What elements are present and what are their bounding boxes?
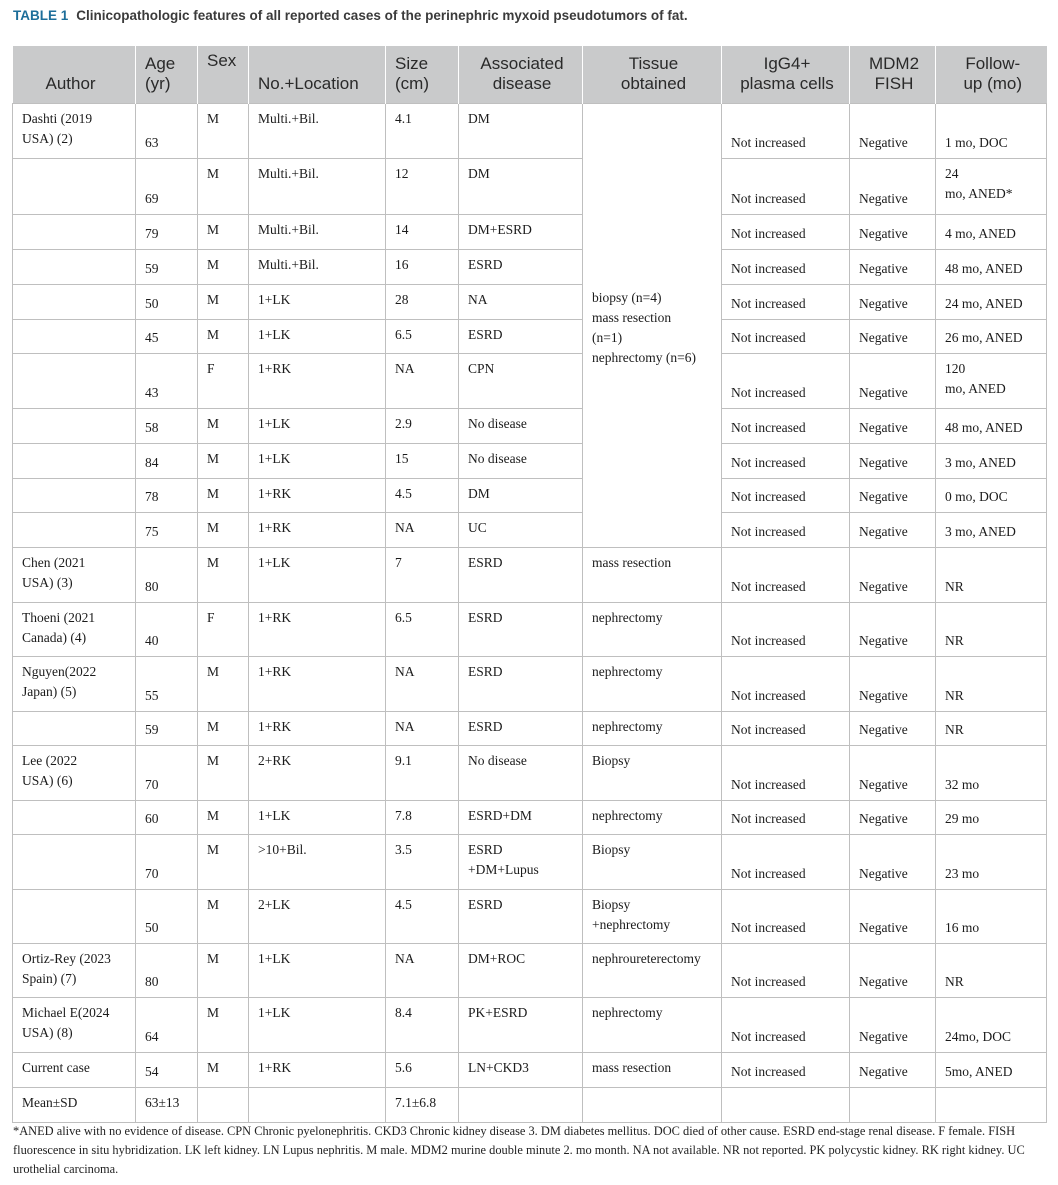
cell-disease: ESRD: [459, 889, 583, 943]
cell-age: 84: [136, 443, 198, 478]
cell-sex: M: [198, 443, 249, 478]
cell-size: 2.9: [386, 408, 459, 443]
cell-author: [13, 834, 136, 889]
cell-age: 69: [136, 158, 198, 214]
cell-mdm2: Negative: [850, 353, 936, 408]
cell-disease: No disease: [459, 408, 583, 443]
cell-sex: M: [198, 249, 249, 284]
tissue-line: nephrectomy (n=6): [592, 349, 696, 365]
cell-follow-up: 24 mo, ANED*: [936, 158, 1047, 214]
cell-mdm2: Negative: [850, 103, 936, 158]
cell-author: Lee (2022 USA) (6): [13, 745, 136, 800]
cell-follow-up: 24mo, DOC: [936, 997, 1047, 1052]
table-row: [13, 249, 1047, 284]
summary-follow-up: [936, 1087, 1047, 1122]
cell-location: 2+LK: [249, 889, 386, 943]
cell-mdm2: Negative: [850, 249, 936, 284]
cell-size: 7: [386, 547, 459, 602]
cell-location: Multi.+Bil.: [249, 214, 386, 249]
cell-follow-up: NR: [936, 602, 1047, 656]
cell-follow-up: 29 mo: [936, 800, 1047, 834]
table-row: [13, 745, 1047, 800]
cell-location: 1+LK: [249, 997, 386, 1052]
cell-sex: M: [198, 408, 249, 443]
cell-mdm2: Negative: [850, 512, 936, 547]
cell-location: >10+Bil.: [249, 834, 386, 889]
cell-author: [13, 478, 136, 512]
cell-igg4: Not increased: [722, 745, 850, 800]
cell-igg4: Not increased: [722, 943, 850, 997]
table-row: [13, 284, 1047, 319]
cell-tissue: Biopsy: [583, 834, 722, 889]
cell-disease: DM+ESRD: [459, 214, 583, 249]
cell-location: Multi.+Bil.: [249, 158, 386, 214]
cell-mdm2: Negative: [850, 478, 936, 512]
table-row: [13, 103, 1047, 158]
cell-tissue: nephrectomy: [583, 656, 722, 711]
table-row: [13, 656, 1047, 711]
cell-size: 6.5: [386, 602, 459, 656]
cell-author: [13, 158, 136, 214]
cell-follow-up: 24 mo, ANED: [936, 284, 1047, 319]
cell-size: 4.1: [386, 103, 459, 158]
cell-sex: M: [198, 103, 249, 158]
header-mdm2: MDM2 FISH: [850, 46, 936, 103]
cell-igg4: Not increased: [722, 711, 850, 745]
header-age: Age (yr): [136, 46, 198, 103]
cell-mdm2: Negative: [850, 443, 936, 478]
cell-size: 3.5: [386, 834, 459, 889]
cell-mdm2: Negative: [850, 889, 936, 943]
cell-author: [13, 711, 136, 745]
cell-disease: ESRD: [459, 602, 583, 656]
summary-location: [249, 1087, 386, 1122]
header-tissue-obtained: Tissue obtained: [583, 46, 722, 103]
cell-size: 7.8: [386, 800, 459, 834]
cell-follow-up: NR: [936, 656, 1047, 711]
cell-location: Multi.+Bil.: [249, 103, 386, 158]
summary-mdm2: [850, 1087, 936, 1122]
cell-follow-up: NR: [936, 943, 1047, 997]
cell-mdm2: Negative: [850, 319, 936, 353]
cell-location: 1+LK: [249, 408, 386, 443]
cell-follow-up: 16 mo: [936, 889, 1047, 943]
cell-author: [13, 249, 136, 284]
cell-age: 50: [136, 284, 198, 319]
cell-location: 1+LK: [249, 547, 386, 602]
cell-igg4: Not increased: [722, 158, 850, 214]
cell-size: 4.5: [386, 478, 459, 512]
cell-disease: ESRD+DM: [459, 800, 583, 834]
cell-tissue: Biopsy: [583, 745, 722, 800]
cell-sex: M: [198, 997, 249, 1052]
cell-age: 60: [136, 800, 198, 834]
cell-author: Chen (2021 USA) (3): [13, 547, 136, 602]
summary-size: 7.1±6.8: [386, 1087, 459, 1122]
cell-size: 4.5: [386, 889, 459, 943]
cell-author: [13, 408, 136, 443]
cell-location: 1+LK: [249, 800, 386, 834]
cell-author: [13, 353, 136, 408]
cell-igg4: Not increased: [722, 1052, 850, 1087]
cell-size: NA: [386, 512, 459, 547]
cell-author: [13, 214, 136, 249]
cell-tissue: mass resection: [583, 1052, 722, 1087]
table-row: [13, 800, 1047, 834]
cell-follow-up: 0 mo, DOC: [936, 478, 1047, 512]
cell-tissue: nephrectomy: [583, 800, 722, 834]
cell-size: NA: [386, 711, 459, 745]
cell-sex: M: [198, 478, 249, 512]
summary-disease: [459, 1087, 583, 1122]
cell-follow-up: 5mo, ANED: [936, 1052, 1047, 1087]
cell-mdm2: Negative: [850, 997, 936, 1052]
table-label: TABLE 1: [13, 8, 69, 23]
table-footnote: *ANED alive with no evidence of disease. CPN Chronic pyelonephritis. CKD3 Chronic kidney disease 3. DM diabetes mellitus. DOC died of other cause. ESRD end-stage renal disease. F female. FISH fluorescence in situ hybridization. LK left kidney. LN Lupus nephritis. M male. MDM2 murine double minute 2. mo month. NA not available. NR not reported. PK polycystic kidney. RK right kidney. UC urothelial carcinoma.: [13, 1124, 1025, 1176]
clinicopathologic-table: [12, 46, 1047, 1123]
cell-location: 1+RK: [249, 353, 386, 408]
cell-sex: M: [198, 284, 249, 319]
cell-age: 80: [136, 943, 198, 997]
cell-location: 1+RK: [249, 711, 386, 745]
table-row: [13, 478, 1047, 512]
cell-mdm2: Negative: [850, 800, 936, 834]
table-caption: [13, 6, 1048, 26]
cell-age: 79: [136, 214, 198, 249]
cell-mdm2: Negative: [850, 943, 936, 997]
header-size: Size (cm): [386, 46, 459, 103]
cell-follow-up: 23 mo: [936, 834, 1047, 889]
cell-location: 1+RK: [249, 1052, 386, 1087]
table-row: [13, 158, 1047, 214]
cell-size: 14: [386, 214, 459, 249]
cell-location: 1+RK: [249, 656, 386, 711]
cell-age: 80: [136, 547, 198, 602]
cell-age: 70: [136, 834, 198, 889]
cell-mdm2: Negative: [850, 284, 936, 319]
cell-mdm2: Negative: [850, 711, 936, 745]
cell-tissue: nephrectomy: [583, 711, 722, 745]
cell-tissue: nephrectomy: [583, 602, 722, 656]
cell-disease: UC: [459, 512, 583, 547]
cell-disease: DM+ROC: [459, 943, 583, 997]
cell-size: 5.6: [386, 1052, 459, 1087]
cell-sex: M: [198, 800, 249, 834]
cell-disease: No disease: [459, 745, 583, 800]
cell-disease: ESRD: [459, 319, 583, 353]
cell-size: 9.1: [386, 745, 459, 800]
cell-follow-up: 1 mo, DOC: [936, 103, 1047, 158]
cell-disease: No disease: [459, 443, 583, 478]
cell-igg4: Not increased: [722, 478, 850, 512]
cell-disease: DM: [459, 478, 583, 512]
cell-size: NA: [386, 353, 459, 408]
summary-age: 63±13: [136, 1087, 198, 1122]
cell-author: Ortiz-Rey (2023 Spain) (7): [13, 943, 136, 997]
header-location: No.+Location: [249, 46, 386, 103]
cell-igg4: Not increased: [722, 249, 850, 284]
header-author: Author: [13, 46, 136, 103]
cell-igg4: Not increased: [722, 103, 850, 158]
cell-sex: M: [198, 158, 249, 214]
cell-location: 1+RK: [249, 602, 386, 656]
summary-author: Mean±SD: [13, 1087, 136, 1122]
cell-mdm2: Negative: [850, 834, 936, 889]
cell-location: 1+LK: [249, 319, 386, 353]
cell-age: 70: [136, 745, 198, 800]
cell-age: 55: [136, 656, 198, 711]
header-follow-up: Follow- up (mo): [936, 46, 1047, 103]
cell-sex: M: [198, 547, 249, 602]
cell-sex: M: [198, 656, 249, 711]
tissue-line: (n=1): [592, 329, 623, 345]
cell-age: 45: [136, 319, 198, 353]
cell-sex: M: [198, 319, 249, 353]
cell-disease: ESRD +DM+Lupus: [459, 834, 583, 889]
header-igg4: IgG4+ plasma cells: [722, 46, 850, 103]
cell-igg4: Not increased: [722, 602, 850, 656]
table-row: [13, 889, 1047, 943]
cell-size: NA: [386, 943, 459, 997]
cell-igg4: Not increased: [722, 512, 850, 547]
cell-author: Michael E(2024 USA) (8): [13, 997, 136, 1052]
cell-disease: ESRD: [459, 249, 583, 284]
summary-igg4: [722, 1087, 850, 1122]
cell-tissue: Biopsy +nephrectomy: [583, 889, 722, 943]
table-row: [13, 512, 1047, 547]
cell-size: 6.5: [386, 319, 459, 353]
cell-follow-up: NR: [936, 547, 1047, 602]
cell-igg4: Not increased: [722, 214, 850, 249]
cell-author: Dashti (2019 USA) (2): [13, 103, 136, 158]
cell-disease: ESRD: [459, 711, 583, 745]
cell-sex: F: [198, 353, 249, 408]
cell-size: 28: [386, 284, 459, 319]
cell-size: 15: [386, 443, 459, 478]
cell-age: 58: [136, 408, 198, 443]
cell-igg4: Not increased: [722, 408, 850, 443]
cell-age: 64: [136, 997, 198, 1052]
cell-tissue: nephrectomy: [583, 997, 722, 1052]
cell-follow-up: 120 mo, ANED: [936, 353, 1047, 408]
cell-sex: M: [198, 943, 249, 997]
cell-mdm2: Negative: [850, 158, 936, 214]
cell-location: 1+LK: [249, 943, 386, 997]
cell-age: 54: [136, 1052, 198, 1087]
cell-location: 1+LK: [249, 284, 386, 319]
cell-follow-up: 26 mo, ANED: [936, 319, 1047, 353]
cell-age: 43: [136, 353, 198, 408]
cell-age: 59: [136, 711, 198, 745]
cell-age: 75: [136, 512, 198, 547]
cell-igg4: Not increased: [722, 547, 850, 602]
summary-sex: [198, 1087, 249, 1122]
table-row: [13, 214, 1047, 249]
cell-size: 12: [386, 158, 459, 214]
header-sex: Sex: [198, 46, 249, 103]
cell-igg4: Not increased: [722, 443, 850, 478]
cell-author: [13, 800, 136, 834]
cell-tissue: mass resection: [583, 547, 722, 602]
table-title: Clinicopathologic features of all reported cases of the perinephric myxoid pseudotumors of fat.: [76, 8, 688, 23]
cell-follow-up: 48 mo, ANED: [936, 249, 1047, 284]
cell-size: 8.4: [386, 997, 459, 1052]
cell-disease: DM: [459, 103, 583, 158]
table-row: [13, 834, 1047, 889]
cell-age: 40: [136, 602, 198, 656]
cell-igg4: Not increased: [722, 656, 850, 711]
cell-follow-up: 32 mo: [936, 745, 1047, 800]
cell-mdm2: Negative: [850, 1052, 936, 1087]
table-row: [13, 353, 1047, 408]
cell-mdm2: Negative: [850, 745, 936, 800]
cell-sex: M: [198, 711, 249, 745]
cell-sex: M: [198, 889, 249, 943]
table-row: [13, 408, 1047, 443]
cell-sex: M: [198, 745, 249, 800]
cell-size: NA: [386, 656, 459, 711]
cell-igg4: Not increased: [722, 997, 850, 1052]
tissue-line: biopsy (n=4): [592, 289, 662, 305]
cell-disease: PK+ESRD: [459, 997, 583, 1052]
cell-disease: NA: [459, 284, 583, 319]
cell-follow-up: 3 mo, ANED: [936, 443, 1047, 478]
cell-sex: M: [198, 1052, 249, 1087]
cell-sex: M: [198, 214, 249, 249]
cell-author: [13, 443, 136, 478]
cell-author: Current case: [13, 1052, 136, 1087]
cell-author: [13, 889, 136, 943]
table-row: [13, 443, 1047, 478]
summary-row: [13, 1087, 1047, 1122]
cell-author: [13, 512, 136, 547]
cell-mdm2: Negative: [850, 656, 936, 711]
cell-age: 63: [136, 103, 198, 158]
cell-follow-up: 4 mo, ANED: [936, 214, 1047, 249]
summary-tissue: [583, 1087, 722, 1122]
cell-igg4: Not increased: [722, 353, 850, 408]
cell-age: 50: [136, 889, 198, 943]
cell-author: [13, 284, 136, 319]
tissue-line: mass resection: [592, 309, 672, 325]
cell-mdm2: Negative: [850, 547, 936, 602]
cell-location: 1+RK: [249, 478, 386, 512]
table-row: [13, 943, 1047, 997]
cell-tissue: nephroureterectomy: [583, 943, 722, 997]
cell-tissue-merged: [583, 103, 722, 547]
header-associated-disease: Associated disease: [459, 46, 583, 103]
table-row: [13, 711, 1047, 745]
table-row: [13, 602, 1047, 656]
cell-igg4: Not increased: [722, 284, 850, 319]
table-row: [13, 1052, 1047, 1087]
cell-sex: M: [198, 512, 249, 547]
cell-disease: CPN: [459, 353, 583, 408]
cell-age: 59: [136, 249, 198, 284]
cell-author: [13, 319, 136, 353]
cell-disease: LN+CKD3: [459, 1052, 583, 1087]
cell-sex: F: [198, 602, 249, 656]
cell-location: 1+LK: [249, 443, 386, 478]
cell-mdm2: Negative: [850, 602, 936, 656]
cell-location: Multi.+Bil.: [249, 249, 386, 284]
cell-igg4: Not increased: [722, 800, 850, 834]
cell-location: 2+RK: [249, 745, 386, 800]
cell-igg4: Not increased: [722, 319, 850, 353]
table-row: [13, 997, 1047, 1052]
cell-follow-up: 3 mo, ANED: [936, 512, 1047, 547]
table-row: [13, 319, 1047, 353]
cell-mdm2: Negative: [850, 214, 936, 249]
cell-author: Nguyen(2022 Japan) (5): [13, 656, 136, 711]
cell-location: 1+RK: [249, 512, 386, 547]
cell-mdm2: Negative: [850, 408, 936, 443]
cell-disease: ESRD: [459, 656, 583, 711]
cell-disease: DM: [459, 158, 583, 214]
header-row: [13, 46, 1047, 103]
cell-igg4: Not increased: [722, 834, 850, 889]
cell-age: 78: [136, 478, 198, 512]
cell-size: 16: [386, 249, 459, 284]
cell-disease: ESRD: [459, 547, 583, 602]
table-row: [13, 547, 1047, 602]
cell-igg4: Not increased: [722, 889, 850, 943]
cell-sex: M: [198, 834, 249, 889]
cell-author: Thoeni (2021 Canada) (4): [13, 602, 136, 656]
cell-follow-up: 48 mo, ANED: [936, 408, 1047, 443]
cell-follow-up: NR: [936, 711, 1047, 745]
